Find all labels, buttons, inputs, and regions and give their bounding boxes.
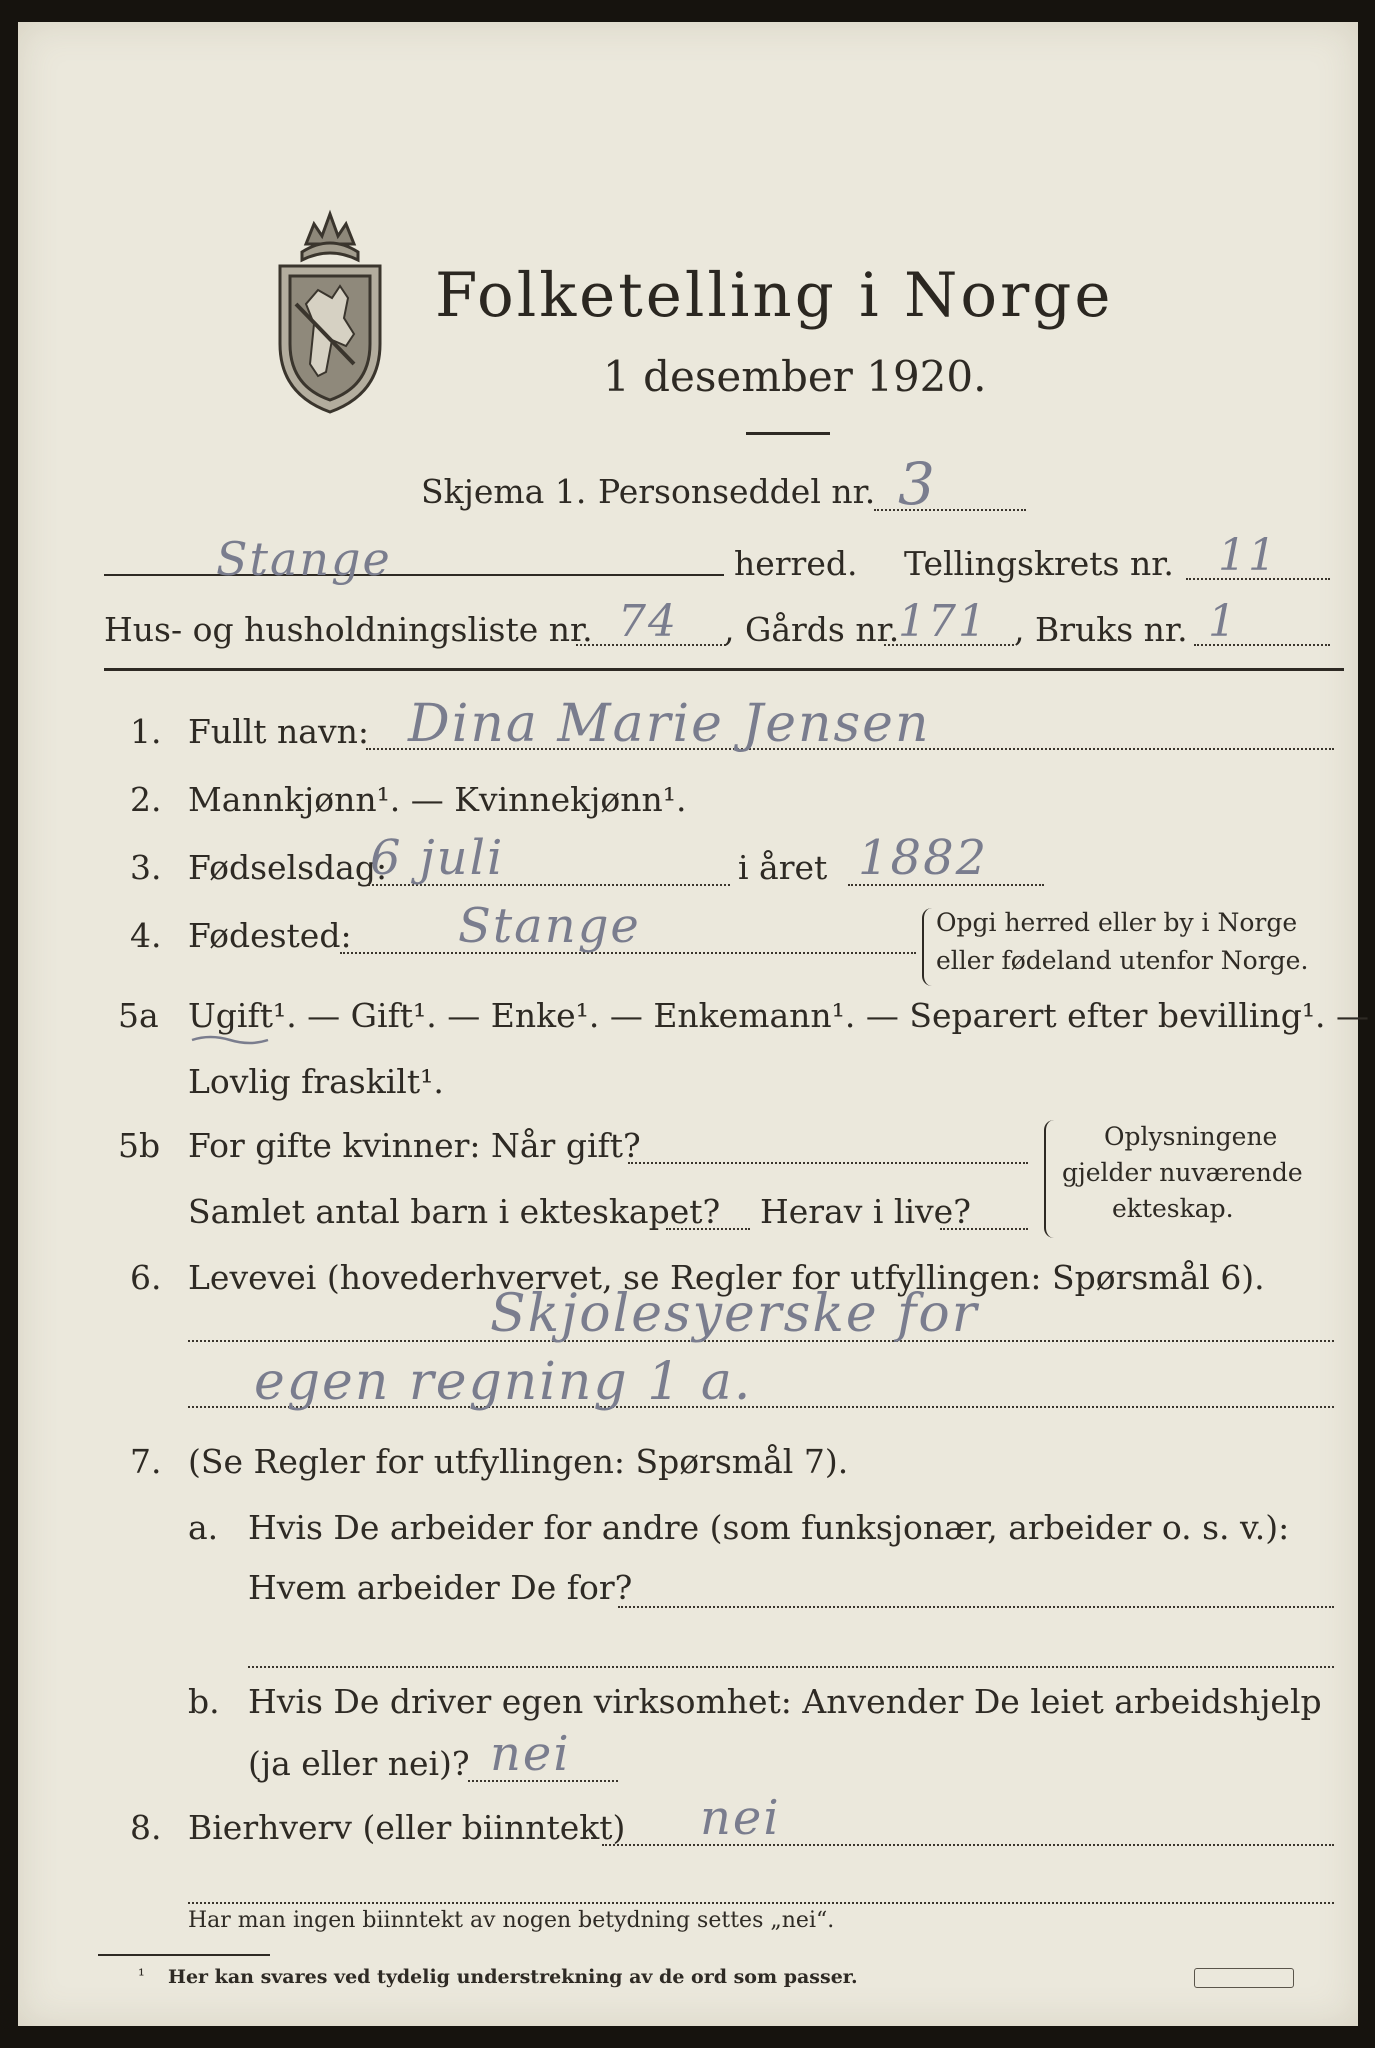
q2-number: 2. — [130, 780, 162, 819]
page-title: Folketelling i Norge — [435, 260, 1114, 331]
q8-value: nei — [700, 1790, 781, 1846]
q5b-note-line2: gjelder nuværende — [1062, 1158, 1303, 1187]
herred-line — [104, 574, 724, 576]
bruks-label: , Bruks nr. — [1014, 610, 1188, 649]
q5b-married-line — [628, 1162, 1028, 1164]
q5b-line1: For gifte kvinner: Når gift? — [188, 1126, 641, 1165]
norwegian-coat-of-arms-icon — [266, 194, 394, 414]
q7a-line1: Hvis De arbeider for andre (som funksjonær, arbeider o. s. v.): — [248, 1508, 1290, 1547]
q7a-letter: a. — [188, 1508, 219, 1547]
q1-label: Fullt navn: — [188, 712, 369, 751]
q3-value: 6 juli — [370, 830, 505, 886]
q7b-value: nei — [490, 1726, 571, 1782]
q5a-line1: Ugift¹. — Gift¹. — Enke¹. — Enkemann¹. — Separert efter bevilling¹. — — [188, 996, 1370, 1035]
q5b-note-brace — [1044, 1120, 1056, 1238]
q8-label: Bierhverv (eller biinntekt) — [188, 1808, 626, 1847]
q3-label: Fødselsdag: — [188, 848, 388, 887]
q3-year-value: 1882 — [858, 830, 989, 886]
q5b-line2a: Samlet antal barn i ekteskapet? — [188, 1192, 721, 1231]
husliste-value: 74 — [618, 596, 678, 647]
footnote-rule — [98, 1954, 270, 1956]
q4-label: Fødested: — [188, 916, 352, 955]
q5b-alive-line — [940, 1228, 1028, 1230]
gards-value: 171 — [898, 596, 988, 647]
herred-label: herred. — [734, 544, 858, 583]
section-rule — [104, 668, 1344, 671]
q5a-number: 5a — [118, 996, 159, 1035]
skjema-label: Skjema 1. — [421, 472, 587, 511]
q5b-note-line1: Oplysningene — [1104, 1122, 1278, 1151]
census-date: 1 desember 1920. — [603, 352, 987, 401]
q4-note-line1: Opgi herred eller by i Norge — [936, 908, 1298, 937]
q7a-employer-line1 — [618, 1606, 1334, 1608]
q5b-line2b: Herav i live? — [760, 1192, 971, 1231]
ugift-underline-mark — [190, 1032, 270, 1048]
q6-answer1: Skjolesyerske for — [490, 1284, 979, 1344]
census-form — [18, 22, 1370, 2026]
q1-number: 1. — [130, 712, 162, 751]
personseddel-value: 3 — [898, 450, 937, 518]
q4-note-brace — [922, 908, 934, 986]
q8-extra-line — [188, 1902, 1334, 1904]
q7a-employer-line2 — [248, 1666, 1334, 1668]
q7b-line2: (ja eller nei)? — [248, 1744, 470, 1783]
q3-year-label: i året — [738, 848, 828, 887]
q4-value: Stange — [458, 898, 641, 954]
q7b-letter: b. — [188, 1682, 220, 1721]
q7-label: (Se Regler for utfyllingen: Spørsmål 7). — [188, 1442, 849, 1481]
q6-number: 6. — [130, 1258, 162, 1297]
q6-label: Levevei (hovederhvervet, se Regler for utfyllingen: Spørsmål 6). — [188, 1258, 1265, 1297]
herred-value: Stange — [216, 532, 392, 586]
title-divider — [746, 432, 830, 435]
q2-label: Mannkjønn¹. — Kvinnekjønn¹. — [188, 780, 687, 819]
q3-number: 3. — [130, 848, 162, 887]
husliste-label: Hus- og husholdningsliste nr. — [104, 610, 593, 649]
q5b-children-line — [666, 1228, 750, 1230]
personseddel-label: Personseddel nr. — [598, 472, 876, 511]
q7a-line2: Hvem arbeider De for? — [248, 1568, 633, 1607]
q5a-line2: Lovlig fraskilt¹. — [188, 1062, 444, 1101]
printer-stamp — [1194, 1968, 1294, 1988]
q5b-number: 5b — [118, 1126, 161, 1165]
q5b-note-line3: ekteskap. — [1112, 1194, 1234, 1223]
q1-value: Dina Marie Jensen — [408, 694, 931, 754]
q7b-line1: Hvis De driver egen virksomhet: Anvender De leiet arbeidshjelp — [248, 1682, 1322, 1721]
q6-answer2: egen regning 1 a. — [254, 1352, 753, 1412]
footnote-mark: ¹ — [138, 1966, 145, 1986]
gards-label: , Gårds nr. — [724, 610, 900, 649]
q4-note-line2: eller fødeland utenfor Norge. — [936, 946, 1309, 975]
q8-number: 8. — [130, 1808, 162, 1847]
q7-number: 7. — [130, 1442, 162, 1481]
footer-note: Har man ingen biinntekt av nogen betydning settes „nei“. — [188, 1908, 835, 1933]
tellingskrets-label: Tellingskrets nr. — [904, 544, 1174, 583]
bruks-value: 1 — [1208, 596, 1238, 647]
personseddel-line — [874, 509, 1026, 511]
footnote-text: Her kan svares ved tydelig understrekning av de ord som passer. — [168, 1966, 858, 1988]
q4-number: 4. — [130, 916, 162, 955]
tellingskrets-value: 11 — [1218, 530, 1278, 581]
